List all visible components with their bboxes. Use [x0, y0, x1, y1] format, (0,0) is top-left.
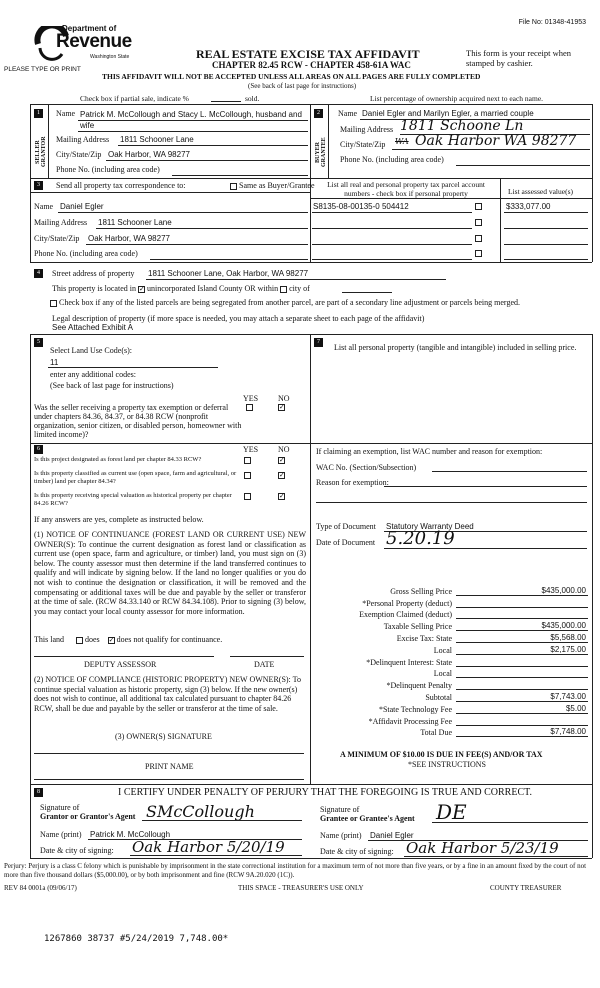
- seller-mail-label: Mailing Address: [56, 135, 110, 144]
- tax-row-value[interactable]: $435,000.00: [456, 586, 588, 596]
- located-label: This property is located in: [52, 284, 136, 293]
- yes-header: YES: [243, 394, 259, 403]
- grantor-name-field[interactable]: Patrick M. McCollough: [90, 830, 171, 839]
- this-land-label: This land: [34, 635, 64, 644]
- grantee-name-label: Name (print): [320, 831, 362, 840]
- divider: [310, 178, 311, 262]
- buyer-phone-field[interactable]: [456, 165, 590, 166]
- buyer-mail-label: Mailing Address: [340, 125, 394, 134]
- section-8-marker: 8: [34, 788, 43, 797]
- see-back-text: (See back of last page for instructions): [248, 82, 357, 90]
- tax-row: [316, 608, 588, 620]
- tax-row-label: *State Technology Fee: [378, 704, 452, 714]
- tax-row-value[interactable]: $7,748.00: [456, 727, 588, 737]
- tax-computation-table: [316, 584, 588, 737]
- same-as-buyer-checkbox[interactable]: [230, 183, 237, 190]
- tax-row: [316, 726, 588, 738]
- rule: [118, 145, 308, 146]
- tax-row: [316, 619, 588, 631]
- tax-row-label: Total Due: [420, 728, 452, 738]
- doc-type-label: Type of Document: [316, 522, 376, 531]
- tax-row: [316, 678, 588, 690]
- same-as-buyer: [230, 181, 315, 190]
- mail-name-field[interactable]: Daniel Egler: [60, 202, 104, 211]
- owner-signature-line[interactable]: [34, 753, 304, 754]
- doc-type-field[interactable]: Statutory Warranty Deed: [386, 522, 474, 531]
- buyer-phone-label: Phone No. (including area code): [340, 155, 444, 164]
- sold-label: sold.: [245, 94, 260, 103]
- land-use-see-back: (See back of last page for instructions): [50, 381, 174, 390]
- tax-row-label: Excise Tax: State: [396, 633, 452, 643]
- tax-row-label: Exemption Claimed (deduct): [359, 610, 452, 620]
- forest-no-checkbox[interactable]: ✓: [279, 456, 285, 464]
- treasurer-space: THIS SPACE - TREASURER'S USE ONLY: [238, 884, 364, 892]
- historic-yes-checkbox[interactable]: [244, 493, 251, 500]
- divider: [30, 178, 31, 262]
- grantor-date-label: Date & city of signing:: [40, 846, 114, 855]
- please-type: PLEASE TYPE OR PRINT: [4, 66, 81, 73]
- divider: [310, 334, 311, 784]
- county-treasurer: COUNTY TREASURER: [490, 884, 562, 892]
- assessed-value[interactable]: $333,077.00: [506, 202, 551, 211]
- tax-row-value[interactable]: $2,175.00: [456, 645, 588, 655]
- seller-city-label: City/State/Zip: [56, 150, 102, 159]
- grantor-date-field[interactable]: Oak Harbor 5/20/19: [132, 838, 285, 856]
- buyer-grantee-label: BUYER GRANTEE: [315, 137, 327, 167]
- additional-codes-label: enter any additional codes:: [50, 370, 136, 379]
- forest-yes-checkbox[interactable]: [244, 457, 251, 464]
- rule: [96, 228, 308, 229]
- grantor-sig-label1: Signature of: [40, 803, 80, 812]
- notice-compliance: (2) NOTICE OF COMPLIANCE (HISTORIC PROPERTY) NEW OWNER(S): To continue special valuation as historic property, sign (3) below. If the new owner(s) does not wish to continue, all additional tax calculated pursuant to chapter 84.26 RCW, shall be due and payable by the seller or transferor at the time of sale.: [34, 675, 301, 713]
- does-label: does: [85, 635, 100, 644]
- tax-row-label: *Delinquent Penalty: [386, 681, 452, 691]
- unincorporated-checkbox[interactable]: ✓: [138, 284, 145, 293]
- buyer-city-struck: WA: [395, 137, 409, 146]
- personal-property-checkbox[interactable]: [475, 219, 482, 226]
- reason-field[interactable]: [384, 486, 587, 487]
- rule: [312, 244, 472, 245]
- list-pct-label: List percentage of ownership acquired next to each name.: [370, 94, 544, 103]
- deputy-date-label: DATE: [254, 660, 275, 669]
- assessed-header: List assessed value(s): [508, 187, 573, 196]
- street-field[interactable]: 1811 Schooner Lane, Oak Harbor, WA 98277: [148, 269, 309, 278]
- grantor-sig-label2: Grantor or Grantor's Agent: [40, 812, 136, 821]
- doc-date-label: Date of Document: [316, 538, 376, 547]
- grantee-signature[interactable]: DE: [436, 800, 467, 824]
- divider: [310, 198, 592, 199]
- mail-address-field[interactable]: 1811 Schooner Lane: [98, 218, 172, 227]
- grantor-signature[interactable]: SMcCollough: [146, 802, 255, 821]
- parcels-header: List all real and personal property tax parcel account numbers - check box if personal property: [327, 180, 485, 198]
- exemption-no-checkbox[interactable]: ✓: [279, 403, 285, 411]
- buyer-mail-field[interactable]: 1811 Schoone Ln: [400, 118, 524, 134]
- divider: [48, 104, 49, 178]
- seller-name-field[interactable]: Patrick M. McCollough and Stacy L. McCollough, husband and wife: [80, 110, 302, 130]
- reason-label: Reason for exemption:: [316, 478, 389, 487]
- segregated-row: [50, 298, 520, 307]
- see-instructions: *SEE INSTRUCTIONS: [408, 760, 487, 769]
- grantor-name-label: Name (print): [40, 830, 82, 839]
- buyer-name-field[interactable]: Daniel Egler and Marilyn Egler, a married couple: [362, 109, 534, 118]
- exemption-question: Was the seller receiving a property tax exemption or deferral under chapters 84.36, 84.37, or 84.38 RCW (nonprofit organization, senior citizen, or disabled person, homeowner with limited income)?: [34, 403, 242, 439]
- tax-row: [316, 714, 588, 726]
- same-as-buyer-label: Same as Buyer/Grantee: [239, 181, 315, 190]
- rule: [130, 855, 302, 856]
- grantee-sig-label2: Grantee or Grantee's Agent: [320, 814, 415, 823]
- personal-property-label: List all personal property (tangible and intangible) included in selling price.: [334, 343, 577, 352]
- tax-row: [316, 643, 588, 655]
- tax-row-label: Local: [433, 645, 452, 655]
- dor-logo: [34, 24, 134, 64]
- certify-statement: I CERTIFY UNDER PENALTY OF PERJURY THAT THE FOREGOING IS TRUE AND CORRECT.: [118, 787, 532, 798]
- rule: [384, 548, 587, 549]
- legal-desc-field[interactable]: See Attached Exhibit A: [52, 323, 133, 332]
- logo-line2: Revenue: [56, 31, 132, 52]
- city-of-field[interactable]: [342, 292, 392, 293]
- seller-mail-field[interactable]: 1811 Schooner Lane: [120, 135, 194, 144]
- rule: [78, 120, 308, 121]
- rule: [504, 228, 588, 229]
- land-use-label: Select Land Use Code(s):: [50, 346, 132, 355]
- tax-row-value[interactable]: $5,568.00: [456, 633, 588, 643]
- tax-row: [316, 584, 588, 596]
- doc-date-field[interactable]: 5.20.19: [386, 528, 455, 549]
- tax-row: [316, 702, 588, 714]
- divider: [592, 334, 593, 784]
- perjury-statement: Perjury: Perjury is a class C felony which is punishable by imprisonment in the state correctional institution for a maximum term of not more than five years, or by a fine in an amount fixed by the court of not more than five thousand dollars ($5,000.00), or by both imprisonment and fine (RCW 9A.20.020 (1C)).: [4, 862, 587, 879]
- section-5-marker: 5: [34, 338, 43, 347]
- tax-row: [316, 596, 588, 608]
- section-1-marker: 1: [34, 109, 43, 118]
- divider: [30, 262, 592, 263]
- segregated-checkbox[interactable]: [50, 300, 57, 307]
- personal-property-checkbox[interactable]: [475, 235, 482, 242]
- tax-row-value[interactable]: $435,000.00: [456, 621, 588, 631]
- rule: [58, 212, 308, 213]
- partial-sale-label: Check box if partial sale, indicate %: [80, 94, 189, 103]
- current-use-yes-checkbox[interactable]: [244, 472, 251, 479]
- logo-line1: Department of: [62, 24, 117, 33]
- legal-desc-label: Legal description of property (if more space is needed, you may attach a separate sheet to each page of the affidavit): [52, 314, 425, 323]
- historic-no-checkbox[interactable]: ✓: [279, 492, 285, 500]
- divider: [500, 178, 501, 262]
- rule: [312, 259, 472, 260]
- current-use-question: Is this property classified as current use (open space, farm and agricultural, or timber) land per chapter 84.34?: [34, 470, 237, 485]
- deputy-date-line[interactable]: [230, 656, 304, 657]
- rule: [504, 259, 588, 260]
- unincorporated-label: unincorporated Island County OR within: [146, 284, 279, 293]
- mail-name-label: Name: [34, 202, 54, 211]
- tax-row: [316, 655, 588, 667]
- does-checkbox[interactable]: [76, 637, 83, 644]
- divider: [30, 104, 31, 178]
- rule: [78, 131, 308, 132]
- continuance-row: [34, 635, 222, 644]
- grantee-date-label: Date & city of signing:: [320, 847, 394, 856]
- buyer-name-label: Name: [338, 109, 358, 118]
- seller-phone-field[interactable]: [172, 175, 308, 176]
- divider: [30, 858, 592, 859]
- tax-row-label: *Personal Property (deduct): [362, 598, 452, 608]
- divider: [30, 178, 592, 179]
- seller-city-field[interactable]: Oak Harbor, WA 98277: [108, 150, 190, 159]
- divider: [30, 192, 310, 193]
- form-title: REAL ESTATE EXCISE TAX AFFIDAVIT: [196, 47, 420, 61]
- mail-city-field[interactable]: Oak Harbor, WA 98277: [88, 234, 170, 243]
- does-not-checkbox[interactable]: ✓: [108, 635, 115, 644]
- receipt-note: This form is your receipt when stamped by cashier.: [466, 48, 572, 68]
- file-number: File No: 01348-41953: [518, 19, 586, 26]
- divider: [30, 784, 31, 858]
- rule: [106, 160, 308, 161]
- s6-no-header: NO: [278, 445, 290, 454]
- section-7-marker: 7: [314, 338, 323, 347]
- divider: [30, 104, 592, 105]
- reason-field-2[interactable]: [316, 502, 587, 503]
- no-header: NO: [278, 394, 290, 403]
- rule: [504, 244, 588, 245]
- mail-phone-label: Phone No. (including area code): [34, 249, 138, 258]
- if-yes-note: If any answers are yes, complete as instructed below.: [34, 515, 204, 524]
- partial-sale-field[interactable]: [211, 101, 241, 102]
- land-use-code[interactable]: 11: [50, 358, 59, 367]
- location-row: [52, 284, 310, 293]
- grantee-date-field[interactable]: Oak Harbor 5/23/19: [406, 839, 559, 857]
- minimum-note: A MINIMUM OF $10.00 IS DUE IN FEE(S) AND/OR TAX: [340, 750, 543, 759]
- tax-row-label: Local: [433, 669, 452, 679]
- print-name-line[interactable]: [34, 779, 304, 780]
- tax-row-label: Taxable Selling Price: [383, 622, 452, 632]
- divider: [30, 334, 592, 335]
- does-not-label: does not qualify for continuance.: [116, 635, 223, 644]
- grantee-name-field[interactable]: Daniel Egler: [370, 831, 414, 840]
- tax-row-label: *Delinquent Interest: State: [366, 657, 452, 667]
- owner-signature-label: (3) OWNER(S) SIGNATURE: [115, 732, 212, 741]
- wac-label: WAC No. (Section/Subsection): [316, 463, 417, 472]
- form-subtitle: CHAPTER 82.45 RCW - CHAPTER 458-61A WAC: [212, 60, 411, 70]
- mail-phone-field[interactable]: [150, 259, 308, 260]
- logo-line3: Washington State: [90, 54, 130, 60]
- mail-address-label: Mailing Address: [34, 218, 88, 227]
- send-to-label: Send all property tax correspondence to:: [56, 181, 186, 190]
- tax-row-label: *Affidavit Processing Fee: [368, 716, 452, 726]
- seller-grantor-label: SELLER GRANTOR: [35, 136, 47, 168]
- rule: [142, 820, 302, 821]
- rule: [146, 279, 446, 280]
- rev-number: REV 84 0001a (09/06/17): [4, 884, 77, 892]
- seller-phone-label: Phone No. (including area code): [56, 165, 160, 174]
- divider: [592, 104, 593, 178]
- rule: [392, 149, 590, 150]
- seller-name-label: Name: [56, 109, 76, 118]
- section-6-marker: 6: [34, 445, 43, 454]
- rule: [312, 212, 472, 213]
- street-label: Street address of property: [52, 269, 135, 278]
- tax-row-value[interactable]: $5.00: [456, 704, 588, 714]
- current-use-no-checkbox[interactable]: ✓: [279, 471, 285, 479]
- s6-yes-header: YES: [243, 445, 259, 454]
- mail-city-label: City/State/Zip: [34, 234, 80, 243]
- rule: [432, 822, 588, 823]
- city-of-checkbox[interactable]: [280, 286, 287, 293]
- personal-property-checkbox[interactable]: [475, 203, 482, 210]
- segregated-label: Check box if any of the listed parcels are being segregated from another parcel, are part of a secondary line adjustment or parcels being merged.: [59, 298, 520, 307]
- parcel-number[interactable]: S8135-08-00135-0 504412: [313, 202, 409, 211]
- grantee-sig-label1: Signature of: [320, 805, 360, 814]
- historic-question: Is this property receiving special valuation as historical property per chapter 84.26 RCW?: [34, 492, 232, 507]
- tax-row-value[interactable]: $7,743.00: [456, 692, 588, 702]
- divider: [30, 443, 592, 444]
- deputy-assessor-label: DEPUTY ASSESSOR: [84, 660, 157, 669]
- rule: [48, 367, 218, 368]
- rule: [312, 228, 472, 229]
- exemption-claim-label: If claiming an exemption, list WAC number and reason for exemption:: [316, 447, 543, 456]
- tax-row-label: Subtotal: [425, 692, 452, 702]
- divider: [592, 784, 593, 858]
- divider: [310, 104, 311, 178]
- exemption-yes-checkbox[interactable]: [246, 404, 253, 411]
- notice-continuance: (1) NOTICE OF CONTINUANCE (FOREST LAND OR CURRENT USE) NEW OWNER(S): To continue the current designation as forest land or classification as current use (open space, farm and agriculture, or timber) land, you must sign on (3) below. The county assessor must then determine if the land transferred continues to qualify and will indicate by signing below. If the land no longer qualifies or you do not wish to continue the designation or classification, it will be removed and the compensating or additional taxes will be due and payable by the seller or transferor at the time of sale. (RCW 84.33.140 or RCW 84.34.108). Prior to signing (3) below, you may contact your local county assessor for more information.: [34, 530, 306, 616]
- divider: [30, 784, 592, 785]
- section-2-marker: 2: [314, 109, 323, 118]
- wac-field[interactable]: [432, 471, 587, 472]
- forest-question: Is this project designated as forest land per chapter 84.33 RCW?: [34, 456, 202, 463]
- tax-row-label: Gross Selling Price: [390, 586, 452, 596]
- cashier-stamp: 1267860 38737 #5/24/2019 7,748.00*: [44, 934, 229, 944]
- city-of-label: city of: [289, 284, 310, 293]
- divider: [30, 334, 31, 784]
- tax-row: [316, 690, 588, 702]
- divider: [592, 178, 593, 262]
- rule: [86, 244, 308, 245]
- section-4-marker: 4: [34, 269, 43, 278]
- rule: [404, 856, 588, 857]
- tax-row: [316, 667, 588, 679]
- deputy-assessor-line[interactable]: [34, 656, 214, 657]
- section-3-marker: 3: [34, 181, 43, 190]
- print-name-label: PRINT NAME: [145, 762, 194, 771]
- personal-property-checkbox[interactable]: [475, 250, 482, 257]
- warning-text: THIS AFFIDAVIT WILL NOT BE ACCEPTED UNLESS ALL AREAS ON ALL PAGES ARE FULLY COMPLETED: [102, 72, 481, 81]
- buyer-city-label: City/State/Zip: [340, 140, 386, 149]
- rule: [504, 212, 588, 213]
- tax-row: [316, 631, 588, 643]
- divider: [328, 104, 329, 178]
- buyer-city-field[interactable]: Oak Harbor WA 98277: [415, 133, 577, 149]
